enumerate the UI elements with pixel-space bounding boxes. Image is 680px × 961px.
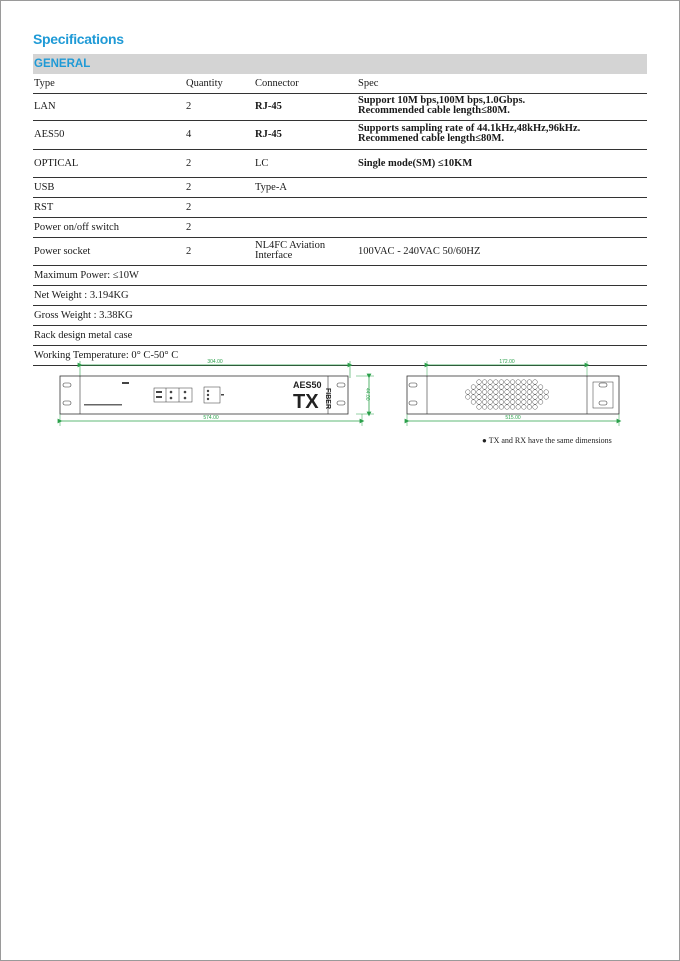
cell-type: LAN <box>34 101 56 112</box>
table-row <box>33 218 647 238</box>
cell-spec: 100VAC - 240VAC 50/60HZ <box>358 246 481 257</box>
cell-qty: 2 <box>186 222 192 233</box>
front-panel-drawing <box>56 356 388 432</box>
spec-table <box>33 74 647 366</box>
cell-type: Power on/off switch <box>34 222 119 233</box>
table-row <box>33 94 647 121</box>
table-row <box>33 178 647 198</box>
cell-spec-line2: Recommened cable length≤80M. <box>358 133 505 144</box>
header-quantity: Quantity <box>186 78 223 89</box>
cell-qty: 2 <box>186 182 192 193</box>
table-header-row <box>33 74 647 94</box>
cell-full: Working Temperature: 0° C-50° C <box>34 350 179 361</box>
cell-full: Rack design metal case <box>34 330 133 341</box>
rear-bottom-dim: 515.00 <box>505 415 521 421</box>
dimensions-note: ● TX and RX have the same dimensions <box>482 436 612 445</box>
section-title: GENERAL <box>34 58 91 70</box>
cell-full: Gross Weight : 3.38KG <box>34 310 133 321</box>
cell-connector: RJ-45 <box>255 101 282 112</box>
cell-full: Net Weight : 3.194KG <box>34 290 129 301</box>
table-row <box>33 238 647 266</box>
front-top-dim: 304.00 <box>207 359 223 365</box>
cell-type: OPTICAL <box>34 158 79 169</box>
cell-connector: LC <box>255 158 269 169</box>
cell-spec: Single mode(SM) ≤10KM <box>358 158 473 169</box>
table-row <box>33 121 647 150</box>
cell-connector: RJ-45 <box>255 129 282 140</box>
cell-connector-line1: NL4FC Aviation <box>255 240 326 251</box>
cell-full: Maximum Power: ≤10W <box>34 270 139 281</box>
cell-type: Power socket <box>34 246 91 257</box>
table-row <box>33 326 647 346</box>
table-row <box>33 266 647 286</box>
cell-connector: Type-A <box>255 182 287 193</box>
cell-qty: 4 <box>186 129 192 140</box>
header-type: Type <box>34 78 55 89</box>
table-row <box>33 286 647 306</box>
cell-spec-line1: Support 10M bps,100M bps,1.0Gbps. <box>358 95 526 106</box>
cell-spec-line1: Supports sampling rate of 44.1kHz,48kHz,96kHz. <box>358 123 581 134</box>
header-connector: Connector <box>255 78 299 89</box>
page-title: Specifications <box>33 31 124 47</box>
cell-type: AES50 <box>34 129 65 140</box>
front-bottom-dim: 574.00 <box>203 415 219 421</box>
front-brand: AES50 <box>293 380 322 390</box>
section-band <box>33 54 647 74</box>
table-row <box>33 306 647 326</box>
cell-type: RST <box>34 202 54 213</box>
cell-type: USB <box>34 182 55 193</box>
cell-connector-line2: Interface <box>255 250 293 261</box>
header-spec: Spec <box>358 78 379 89</box>
cell-spec-line2: Recommended cable length≤80M. <box>358 105 510 116</box>
cell-qty: 2 <box>186 158 192 169</box>
cell-qty: 2 <box>186 202 192 213</box>
rear-panel-drawing <box>403 356 625 432</box>
rear-top-dim: 172.00 <box>499 359 515 365</box>
front-side-dim: 44.00 <box>364 388 370 401</box>
front-model: TX <box>293 391 319 413</box>
front-vertical-label: FIBER <box>324 388 331 409</box>
cell-qty: 2 <box>186 246 192 257</box>
table-row <box>33 198 647 218</box>
cell-qty: 2 <box>186 101 192 112</box>
table-row <box>33 150 647 178</box>
